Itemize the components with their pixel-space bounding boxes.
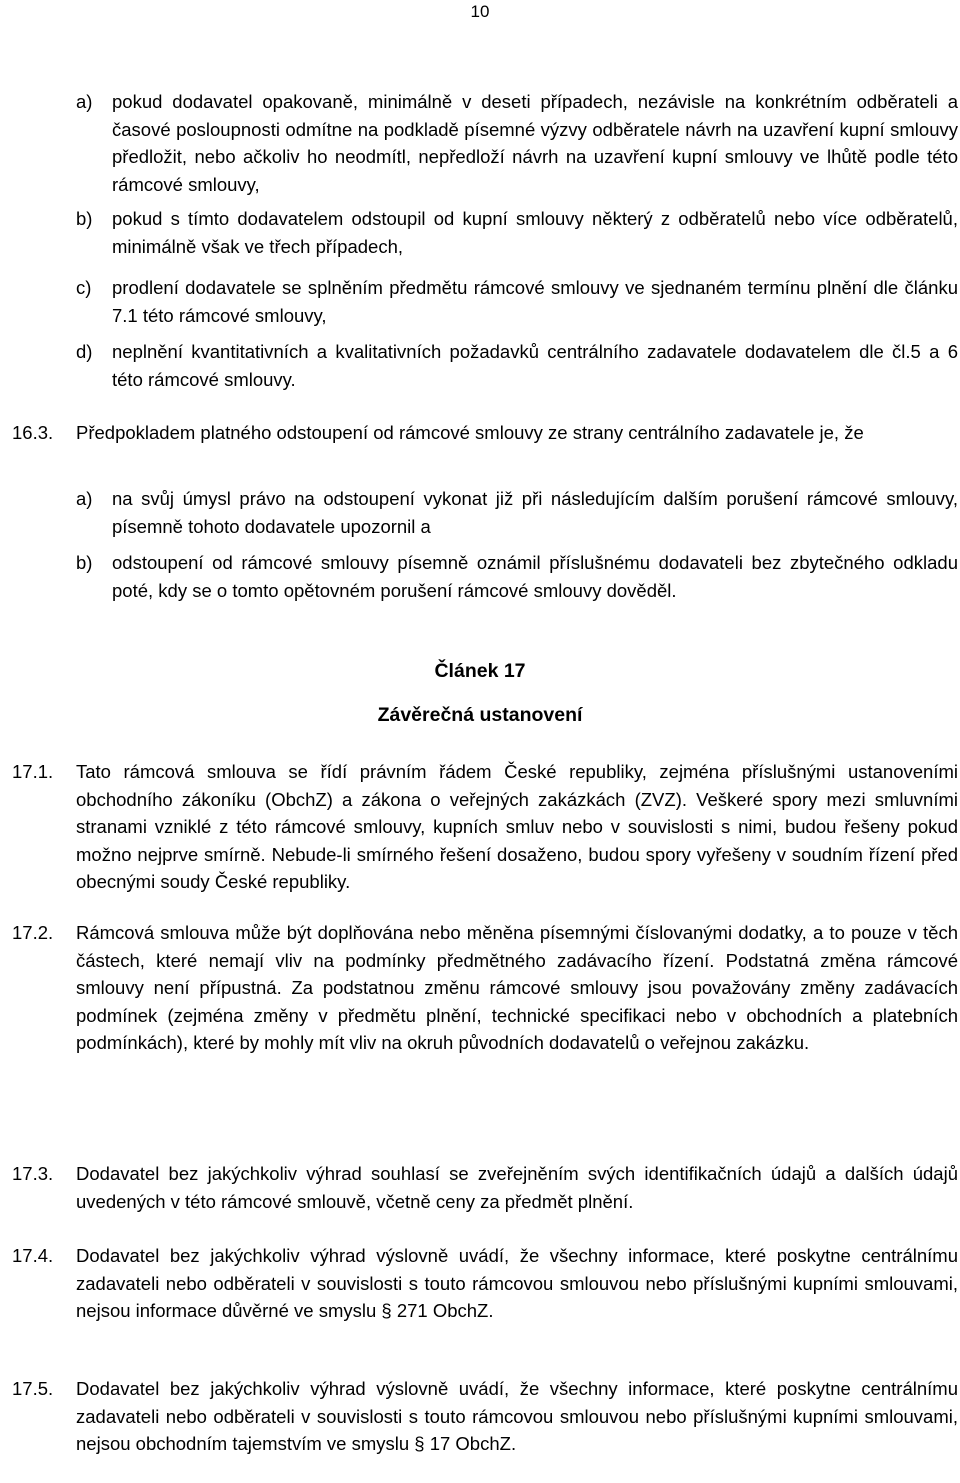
list-item-text: na svůj úmysl právo na odstoupení vykonat již při následujícím dalším porušení rámcové smlouvy, písemně tohoto dodavatele upozornil a [112,488,958,537]
list-item-text: odstoupení od rámcové smlouvy písemně oznámil příslušnému dodavateli bez zbytečného odkladu poté, kdy se o tomto opětovném porušení rámcové smlouvy dověděl. [112,552,958,601]
section-number: 16.3. [12,422,54,443]
section-text: Předpokladem platného odstoupení od rámcové smlouvy ze strany centrálního zadavatele je, že [76,422,864,443]
section-number: 17.4. [12,1245,54,1266]
list-item-text: neplnění kvantitativních a kvalitativních požadavků centrálního zadavatele dodavatelem dle čl.5 a 6 této rámcové smlouvy. [112,341,958,390]
article-title: Článek 17 [434,660,526,682]
list-item [76,485,958,540]
section-text: Rámcová smlouva může být doplňována nebo měněna písemnými číslovanými dodatky, a to pouze v těch částech, které nemají vliv na podmínky předmětného zadávacího řízení. Podstatná změna rámcové smlouvy není přípustná. Za podstatnou změnu rámcové smlouvy jsou považovány změny zadávacích podmínek (zejména změny v předmětu plnění, technické specifikaci nebo v obchodních a platebních podmínkách), které by mohly mít vliv na okruh původních dodavatelů o veřejnou zakázku. [76,922,958,1053]
section-text: Dodavatel bez jakýchkoliv výhrad souhlasí se zveřejněním svých identifikačních údajů a dalších údajů uvedených v této rámcové smlouvě, včetně ceny za předmět plnění. [76,1163,958,1212]
list-item-text: prodlení dodavatele se splněním předmětu rámcové smlouvy ve sjednaném termínu plnění dle článku 7.1 této rámcové smlouvy, [112,277,958,326]
article-subtitle: Závěrečná ustanovení [377,704,583,726]
list-item [76,88,958,198]
list-item [76,549,958,604]
section-number: 17.5. [12,1378,54,1399]
list-item-label: b) [76,208,93,229]
list-item [76,338,958,393]
list-item-label: a) [76,488,93,509]
list-item-label: b) [76,552,93,573]
list-item-text: pokud dodavatel opakovaně, minimálně v deseti případech, nezávisle na konkrétním odběrateli a časové posloupnosti odmítne na podkladě písemné výzvy odběratele návrh na uzavření kupní smlouvy předložit, nebo ačkoliv ho neodmítl, nepředloží návrh na uzavření kupní smlouvy ve lhůtě podle této rámcové smlouvy, [112,91,958,195]
list-item-text: pokud s tímto dodavatelem odstoupil od kupní smlouvy některý z odběratelů nebo více odběratelů, minimálně však ve třech případech, [112,208,958,257]
page-number: 10 [470,2,490,21]
section-text: Tato rámcová smlouva se řídí právním řádem České republiky, zejména příslušnými ustanoveními obchodního zákoníku (ObchZ) a zákona o veřejných zakázkách (ZVZ). Veškeré spory mezi smluvními stranami vzniklé z této rámcové smlouvy, kupních smluv nebo v souvislosti s nimi, budou řešeny pokud možno nejprve smírně. Nebude-li smírného řešení dosaženo, budou spory vyřešeny v soudním řízení před obecnými soudy České republiky. [76,761,958,892]
list-item [76,274,958,329]
section-text: Dodavatel bez jakýchkoliv výhrad výslovně uvádí, že všechny informace, které poskytne centrálnímu zadavateli nebo odběrateli v souvislosti s touto rámcovou smlouvou nebo příslušnými kupními smlouvami, nejsou obchodním tajemstvím ve smyslu § 17 ObchZ. [76,1378,958,1454]
section-17-5 [12,1375,958,1458]
list-item-label: d) [76,341,93,362]
section-17-2 [12,919,958,1057]
section-17-3 [12,1160,958,1215]
list-item-label: a) [76,91,93,112]
section-number: 17.3. [12,1163,54,1184]
list-item [76,205,958,260]
section-17-1 [12,758,958,896]
section-number: 17.2. [12,922,54,943]
section-text: Dodavatel bez jakýchkoliv výhrad výslovně uvádí, že všechny informace, které poskytne centrálnímu zadavateli nebo odběrateli v souvislosti s touto rámcovou smlouvou nebo příslušnými kupními smlouvami, nejsou informace důvěrné ve smyslu § 271 ObchZ. [76,1245,958,1321]
section-number: 17.1. [12,761,54,782]
section-16-3 [12,419,892,447]
section-17-4 [12,1242,958,1325]
list-item-label: c) [76,277,92,298]
